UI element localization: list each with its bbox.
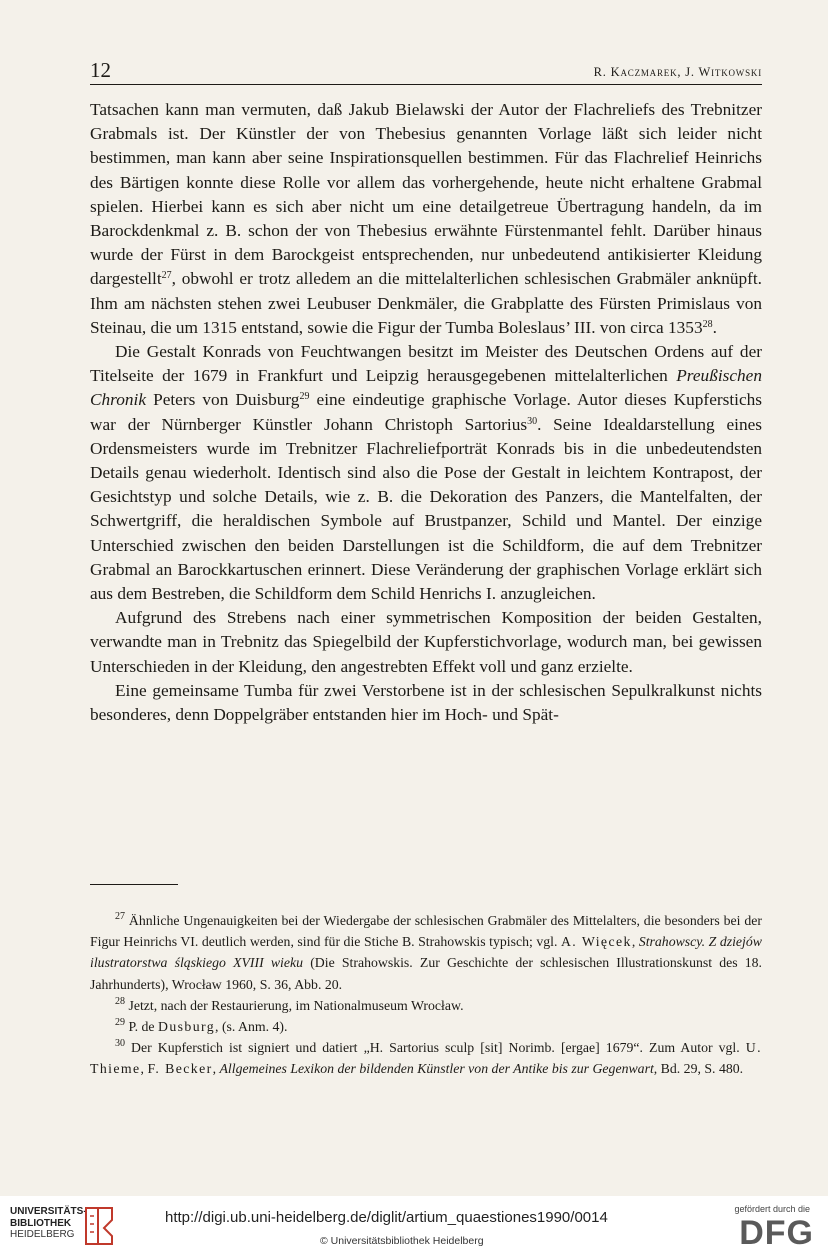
paragraph-4: Eine gemeinsame Tumba für zwei Verstorbene ist in der schlesischen Sepulkralkunst nichts besonderes, denn Doppelgräber entstanden hier im Hoch- und Spät- [90,680,762,725]
footnote-ref: 30 [527,415,538,427]
source-url-link[interactable]: http://digi.ub.uni-heidelberg.de/diglit/artium_quaestiones1990/0014 [165,1209,608,1226]
footnotes [90,910,762,1080]
page-number: 12 [90,58,111,82]
footnote-30: $^{30}$ Der Kupferstich ist signiert und datiert „H. Sartorius sculp [sit] Norimb. [ergae] 1679“. Zum Autor vgl. U. Thieme, F. Becker, Allgemeines Lexikon der bildenden Künstler von der Antike bis zur Gegenwart, Bd. 29, S. 480. [90,1038,762,1077]
footer-bar [0,1196,828,1256]
footnote-divider [90,884,178,885]
running-title: R. Kaczmarek, J. Witkowski [593,65,762,79]
paragraph-2: Die Gestalt Konrads von Feuchtwangen besitzt im Meister des Deutschen Ordens auf der Titelseite der 1679 in Frankfurt und Leipzig herausgegebenen mittelalterlichen Preußischen Chronik Peters von Duisburg$^{29}$ eine eindeutige graphische Vorlage. Autor dieses Kupferstichs war der Nürnberger Künstler Johann Christoph Sartorius$^{30}$. Seine Idealdarstellung eines Ordensmeisters wurde im Trebnitzer Flachreliefporträt Konrads bis in die unbedeutendsten Details genau wiederholt. Identisch sind also die Pose der Gestalt in leichtem Kontrapost, der Gesichtstyp und solche Details, wie z. B. die Dekoration des Panzers, die Mantelfalten, der Schwertgriff, die heraldischen Symbole auf Brustpanzer, Schild und Mantel. Der einzige Unterschied zwischen den beiden Darstellungen ist die Schildform, die auf dem Trebnitzer Grabmal an Barockkartuschen erinnert. Diese Veränderung der graphischen Vorlage erklärt sich aus dem Bestreben, die Schildform dem Schild Henrichs I. anzugleichen. [90,342,762,604]
italic-title: Preußischen Chronik [90,366,762,410]
footnote-28: $^{28}$ Jetzt, nach der Restaurierung, im Nationalmuseum Wrocław. [115,995,464,1013]
paragraph-3: Aufgrund des Strebens nach einer symmetrischen Komposition der beiden Gestalten, verwandte man in Trebnitz das Spiegelbild der Kupferstichvorlage, wodurch man, bei gewissen Unterschieden in der Kleidung, den angestrebten Effekt voll und ganz erzielte. [90,608,762,676]
paragraph-1: Tatsachen kann man vermuten, daß Jakub Bielawski der Autor der Flachreliefs des Trebnitzer Grabmals ist. Der Künstler der von Thebesius genannten Vorlage läßt sich leider nicht bestimmen, man kann aber seine Inspirationsquellen bestimmen. Für das Flachrelief Heinrichs des Bärtigen konnte diese Rolle vor allem das vorhergehende, heute nicht erhaltene Grabmal spielen. Hierbei kann es sich aber nicht um eine detailgetreue Übertragung handeln, da im Barockdenkmal z. B. schon der von Thebesius erwähnte Fürstenmantel fehlt. Darüber hinaus wurde der Fürst in dem Barockgeist entsprechenden, nur unbedeutend antikisierter Kleidung dargestellt$^{27}$, obwohl er trotz alledem an die mittelalterlichen schlesischen Grabmäler anknüpft. Ihm am nächsten stehen zwei Leubuser Denkmäler, die Grabplatte des Fürsten Primislaus von Steinau, die um 1315 entstand, sowie die Figur der Tumba Boleslaus’ III. von circa 1353$^{28}$. [90,100,762,337]
library-logo-text: UNIVERSITÄTS- BIBLIOTHEK HEIDELBERG [10,1206,87,1240]
footnote-ref: 29 [299,391,310,403]
footnote-27: $^{27}$ Ähnliche Ungenauigkeiten bei der Wiedergabe der schlesischen Grabmäler des Mittelalters, die besonders bei der Figur Heinrichs VI. deutlich werden, sind für die Stiche B. Strahowskis typisch; vgl. A. Więcek, Strahowscy. Z dziejów ilustratorstwa śląskiego XVIII wieku (Die Strahowskis. Zur Geschichte der schlesischen Illustrationskunst des 18. Jahrhunderts), Wrocław 1960, S. 36, Abb. 20. [90,911,762,992]
library-logo-icon [82,1204,116,1248]
funding-label: gefördert durch die [734,1204,810,1214]
body-text [90,98,762,727]
footnote-ref: 27 [161,270,172,282]
page-header [90,56,762,85]
copyright-text: © Universitätsbibliothek Heidelberg [320,1235,484,1247]
dfg-logo: DFG [739,1214,814,1252]
footnote-ref: 28 [702,318,713,330]
footnote-29: $^{29}$ P. de Dusburg, (s. Anm. 4). [115,1017,288,1035]
